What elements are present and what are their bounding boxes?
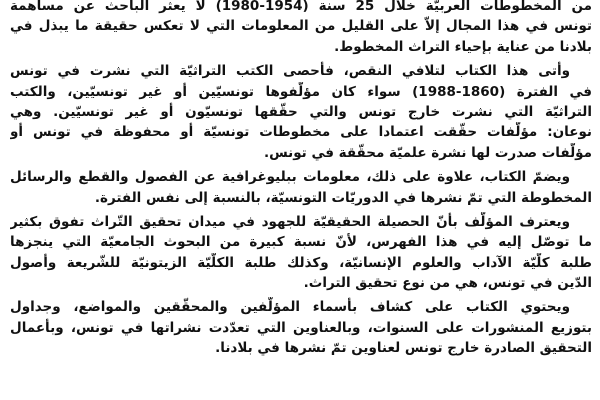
text-line: مؤلّفات صدرت لها نشرة علميّة محقّقة في تونس. [263, 144, 592, 161]
paragraph-bibliographic-info [10, 167, 592, 208]
text-line: تونس في هذا المجال إلاّ على القليل من المعلومات التي لا تعكس حقيقة ما يبذل في [10, 18, 592, 35]
text-line: طلبة كلّيّة الآداب والعلوم الإنسانيّة، وكذلك طلبة الكلّيّة الزيتونيّة للشّريعة وأصول [10, 254, 592, 271]
text-line: ويعترف المؤلّف بأنّ الحصيلة الحقيقيّة للجهود في ميدان تحقيق التّراث تفوق بكثير [10, 213, 570, 230]
text-line: ويحتوي الكتاب على كشاف بأسماء المؤلّفين والمحقّقين والمواضع، وجداول [10, 299, 570, 316]
text-line: التراثيّة التي نشرت خارج تونس والتي حقّقها تونسيّون أو غير تونسيّين. وهي [10, 103, 592, 120]
paragraph-intro-end [10, 0, 592, 57]
text-line: الدّين في تونس، هي من نوع تحقيق التراث. [303, 275, 592, 292]
paragraph-book-contents [10, 297, 592, 358]
text-line: بلادنا من عناية بإحياء التراث المخطوط. [334, 38, 592, 55]
text-line: المخطوطة التي تمّ نشرها في الدوريّات التونسيّة، بالنسبة إلى نفس الفترة. [94, 189, 592, 206]
text-line: ما توصّل إليه في هذا الفهرس، لأنّ نسبة كبيرة من البحوث الجامعيّة التي ينجزها [10, 234, 592, 251]
text-line: التحقيق الصادرة خارج تونس لعناوين تمّ نشرها في بلادنا. [215, 340, 592, 357]
text-line: بتوزيع المنشورات على السنوات، وبالعناوين التي تعدّدت نشراتها في تونس، وبأعمال [10, 319, 592, 336]
text-line: نوعان: مؤلّفات حقّقت اعتمادا على مخطوطات تونسيّة أو محفوظة في تونس أو [10, 124, 592, 141]
text-line: ويضمّ الكتاب، علاوة على ذلك، معلومات ببليوغرافية عن الفصول والقطع والرسائل [10, 169, 570, 186]
paragraph-book-scope [10, 61, 592, 163]
text-line: من المخطوطات العربيّة خلال 25 سنة (1954-1980) لا يعثر الباحث عن مساهمة [10, 0, 592, 14]
text-line: في الفترة (1860-1988) سواء كان مؤلّفوها تونسيّين أو غير تونسيّين، والكتب [10, 83, 592, 100]
text-line: وأتى هذا الكتاب لتلافي النقص، فأحصى الكتب التراثيّة التي نشرت في تونس [10, 63, 570, 80]
paragraph-author-acknowledgement [10, 212, 592, 294]
